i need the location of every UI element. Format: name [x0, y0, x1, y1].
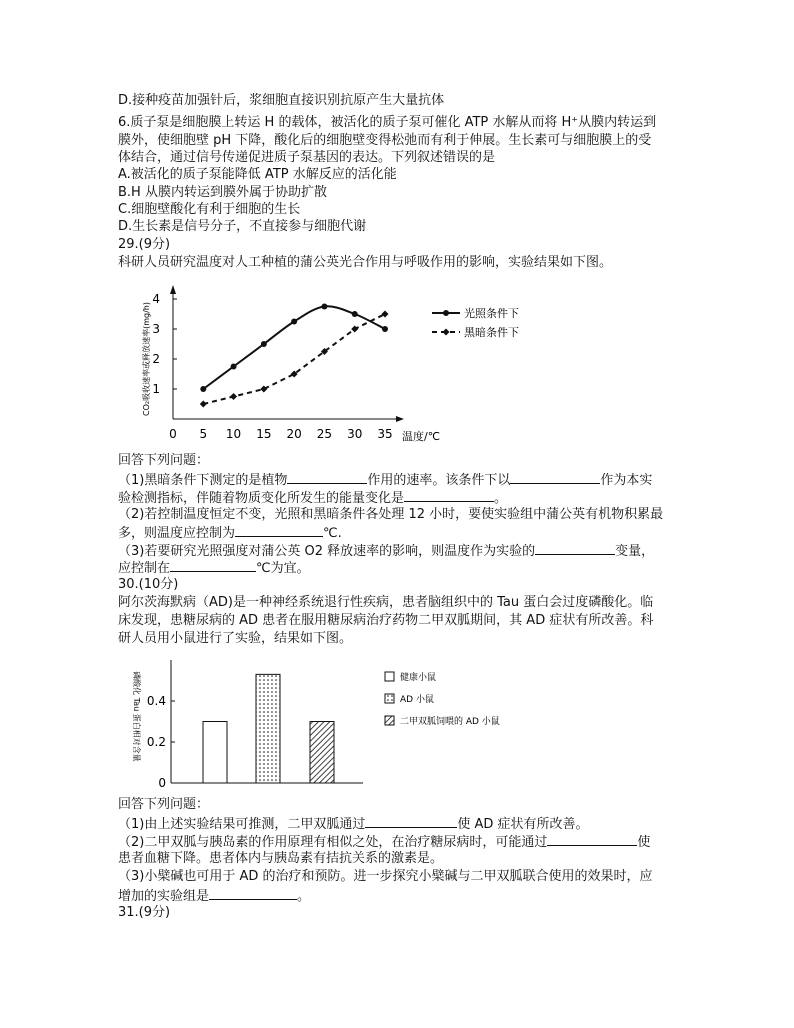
q30-part3-line2: [118, 886, 310, 906]
q29-p2-text-c: ℃.: [323, 526, 342, 541]
legend-label: AD 小鼠: [400, 695, 434, 705]
q30-p2-blank[interactable]: [547, 832, 637, 846]
q30-part1-line: [118, 814, 589, 834]
legend-label: 健康小鼠: [400, 673, 437, 683]
q29-header: 29.(9分): [118, 237, 171, 252]
line-chart: [118, 276, 558, 448]
q30-header: 30.(10分): [118, 577, 179, 592]
legend-swatch: [385, 672, 394, 681]
q29-p1-blank-2[interactable]: [510, 470, 600, 484]
q30-p3-text-b: 增加的实验组是: [118, 889, 210, 904]
q30-intro-line-3: 研人员用小鼠进行了实验，结果如下图。: [118, 631, 353, 646]
bar: [203, 722, 227, 784]
x-tick-label: 20: [286, 427, 302, 441]
q29-answer-prompt: 回答下列问题：: [118, 453, 210, 468]
legend-label: 二甲双胍饲喂的 AD 小鼠: [400, 717, 500, 727]
light-data-point: [382, 326, 388, 332]
q30-p3-blank[interactable]: [209, 886, 297, 900]
bar-chart: [118, 650, 538, 790]
q30-part2-line2: 患者血糖下降。患者体内与胰岛素有拮抗关系的激素是。: [118, 851, 444, 866]
x-tick-label: 30: [347, 427, 363, 441]
q30-intro-line-1: 阿尔茨海默病（AD)是一种神经系统退行性疾病，患者脑组织中的 Tau 蛋白会过度磷酸化。临: [118, 595, 654, 610]
dark-data-point: [382, 311, 389, 318]
y-tick-label: 2: [152, 352, 160, 366]
q6-option-a: A.被活化的质子泵能降低 ATP 水解反应的活化能: [118, 167, 397, 182]
q6-stem-line-1: 6.质子泵是细胞膜上转运 H 的载体，被活化的质子泵可催化 ATP 水解从而将 H⁺从膜内转运到: [118, 115, 657, 130]
legend-swatch: [385, 694, 394, 703]
q6-option-c: C.细胞壁酸化有利于细胞的生长: [118, 202, 301, 217]
q29-p1-text-d: 验检测指标，伴随着物质变化所发生的能量变化是: [118, 491, 405, 506]
y-axis-label: 磷酸化 Tau 蛋白相对含量: [132, 671, 141, 762]
q30-p1-text-a: （1)由上述实验结果可推测，二甲双胍通过: [118, 817, 366, 832]
light-data-point: [261, 341, 267, 347]
q30-p2-text-b: 使: [637, 835, 651, 850]
q30-p3-text-c: 。: [297, 889, 311, 904]
light-data-point: [291, 319, 297, 325]
bar: [310, 722, 334, 784]
q29-part2-line2: [118, 523, 342, 543]
q29-p1-text-a: （1)黑暗条件下测定的是植物: [118, 473, 288, 488]
light-data-point: [231, 364, 237, 370]
x-axis-label: 温度/℃: [402, 430, 441, 443]
x-tick-label: 35: [377, 427, 393, 441]
legend-swatch: [385, 716, 394, 725]
q30-p1-blank[interactable]: [365, 814, 457, 828]
x-tick-label: 0: [169, 427, 177, 441]
q29-part1-line2: [118, 488, 507, 508]
bar: [256, 674, 280, 783]
y-tick-label: 3: [152, 322, 160, 336]
q29-p3-text-c: 应控制在: [118, 561, 171, 576]
q6-option-b: B.H 从膜内转运到膜外属于协助扩散: [118, 185, 327, 200]
q6-stem-line-2: 膜外，使细胞壁 pH 下降，酸化后的细胞壁变得松弛而有利于伸展。生长素可与细胞膜上的受: [118, 133, 652, 148]
q29-p1-text-b: 作用的速率。该条件下以: [367, 473, 511, 488]
legend-marker-light: [443, 310, 449, 316]
q29-p3-text-d: ℃为宜。: [256, 561, 310, 576]
q31-header: 31.(9分): [118, 905, 171, 920]
y-tick-label: 1: [152, 382, 160, 396]
q29-p1-blank-3[interactable]: [404, 488, 494, 502]
x-axis-arrow: [396, 416, 404, 422]
q29-p1-blank-1[interactable]: [287, 470, 367, 484]
q30-answer-prompt: 回答下列问题：: [118, 797, 210, 812]
q29-p3-blank-2[interactable]: [170, 558, 256, 572]
legend-label: 光照条件下: [464, 307, 519, 320]
x-tick-label: 10: [225, 427, 242, 441]
x-tick-label: 5: [199, 427, 208, 441]
q30-p2-text-a: （2)二甲双胍与胰岛素的作用原理有相似之处，在治疗糖尿病时，可能通过: [118, 835, 548, 850]
y-axis-label: CO₂吸收速率或释放速率(mg/h): [142, 302, 151, 416]
light-data-point: [352, 311, 358, 317]
y-tick-label: 0.2: [146, 735, 166, 749]
q29-p2-text-b: 多，则温度应控制为: [118, 526, 236, 541]
series-line-dark: [203, 314, 385, 404]
legend-marker-dark: [443, 329, 450, 336]
q28-option-d: D.接种疫苗加强针后，浆细胞直接识别抗原产生大量抗体: [118, 93, 445, 108]
q30-part3-line1: （3)小檗碱也可用于 AD 的治疗和预防。进一步探究小檗碱与二甲双胍联合使用的效果时，应: [118, 869, 653, 884]
dark-data-point: [200, 401, 207, 408]
y-tick-label: 0.4: [146, 694, 166, 708]
x-tick-label: 25: [316, 427, 333, 441]
light-data-point: [200, 386, 206, 392]
q29-p1-text-c: 作为本实: [600, 473, 653, 488]
q29-p3-text-b: 变量，: [615, 544, 655, 559]
q29-p3-blank-1[interactable]: [535, 541, 615, 555]
q29-part1-line1: [118, 470, 652, 490]
q6-stem-line-3: 体结合，通过信号传递促进质子泵基因的表达。下列叙述错误的是: [118, 150, 496, 165]
q29-p2-blank[interactable]: [235, 523, 323, 537]
q29-part2-line1: （2)若控制温度恒定不变，光照和黑暗条件各处理 12 小时，要使实验组中蒲公英有机物积累最: [118, 507, 664, 522]
q30-p1-text-b: 使 AD 症状有所改善。: [457, 817, 589, 832]
legend-label: 黑暗条件下: [464, 326, 519, 339]
q29-intro: 科研人员研究温度对人工种植的蒲公英光合作用与呼吸作用的影响，实验结果如下图。: [118, 255, 613, 270]
q30-intro-line-2: 床发现，患糖尿病的 AD 患者在服用糖尿病治疗药物二甲双胍期间，其 AD 症状有所改善。科: [118, 613, 654, 628]
q29-p3-text-a: （3)若要研究光照强度对蒲公英 O2 释放速率的影响，则温度作为实验的: [118, 544, 536, 559]
q29-part3-line2: [118, 558, 310, 578]
y-tick-label: 4: [152, 292, 160, 306]
dark-data-point: [351, 326, 358, 333]
q29-p1-text-e: 。: [494, 491, 508, 506]
y-tick-label: 0: [158, 776, 166, 790]
x-tick-label: 15: [256, 427, 272, 441]
y-axis-arrow: [170, 285, 176, 294]
light-data-point: [321, 304, 327, 310]
q6-option-d: D.生长素是信号分子，不直接参与细胞代谢: [118, 219, 367, 234]
q30-part2-line1: [118, 832, 650, 852]
dark-data-point: [260, 386, 267, 393]
dark-data-point: [230, 393, 237, 400]
